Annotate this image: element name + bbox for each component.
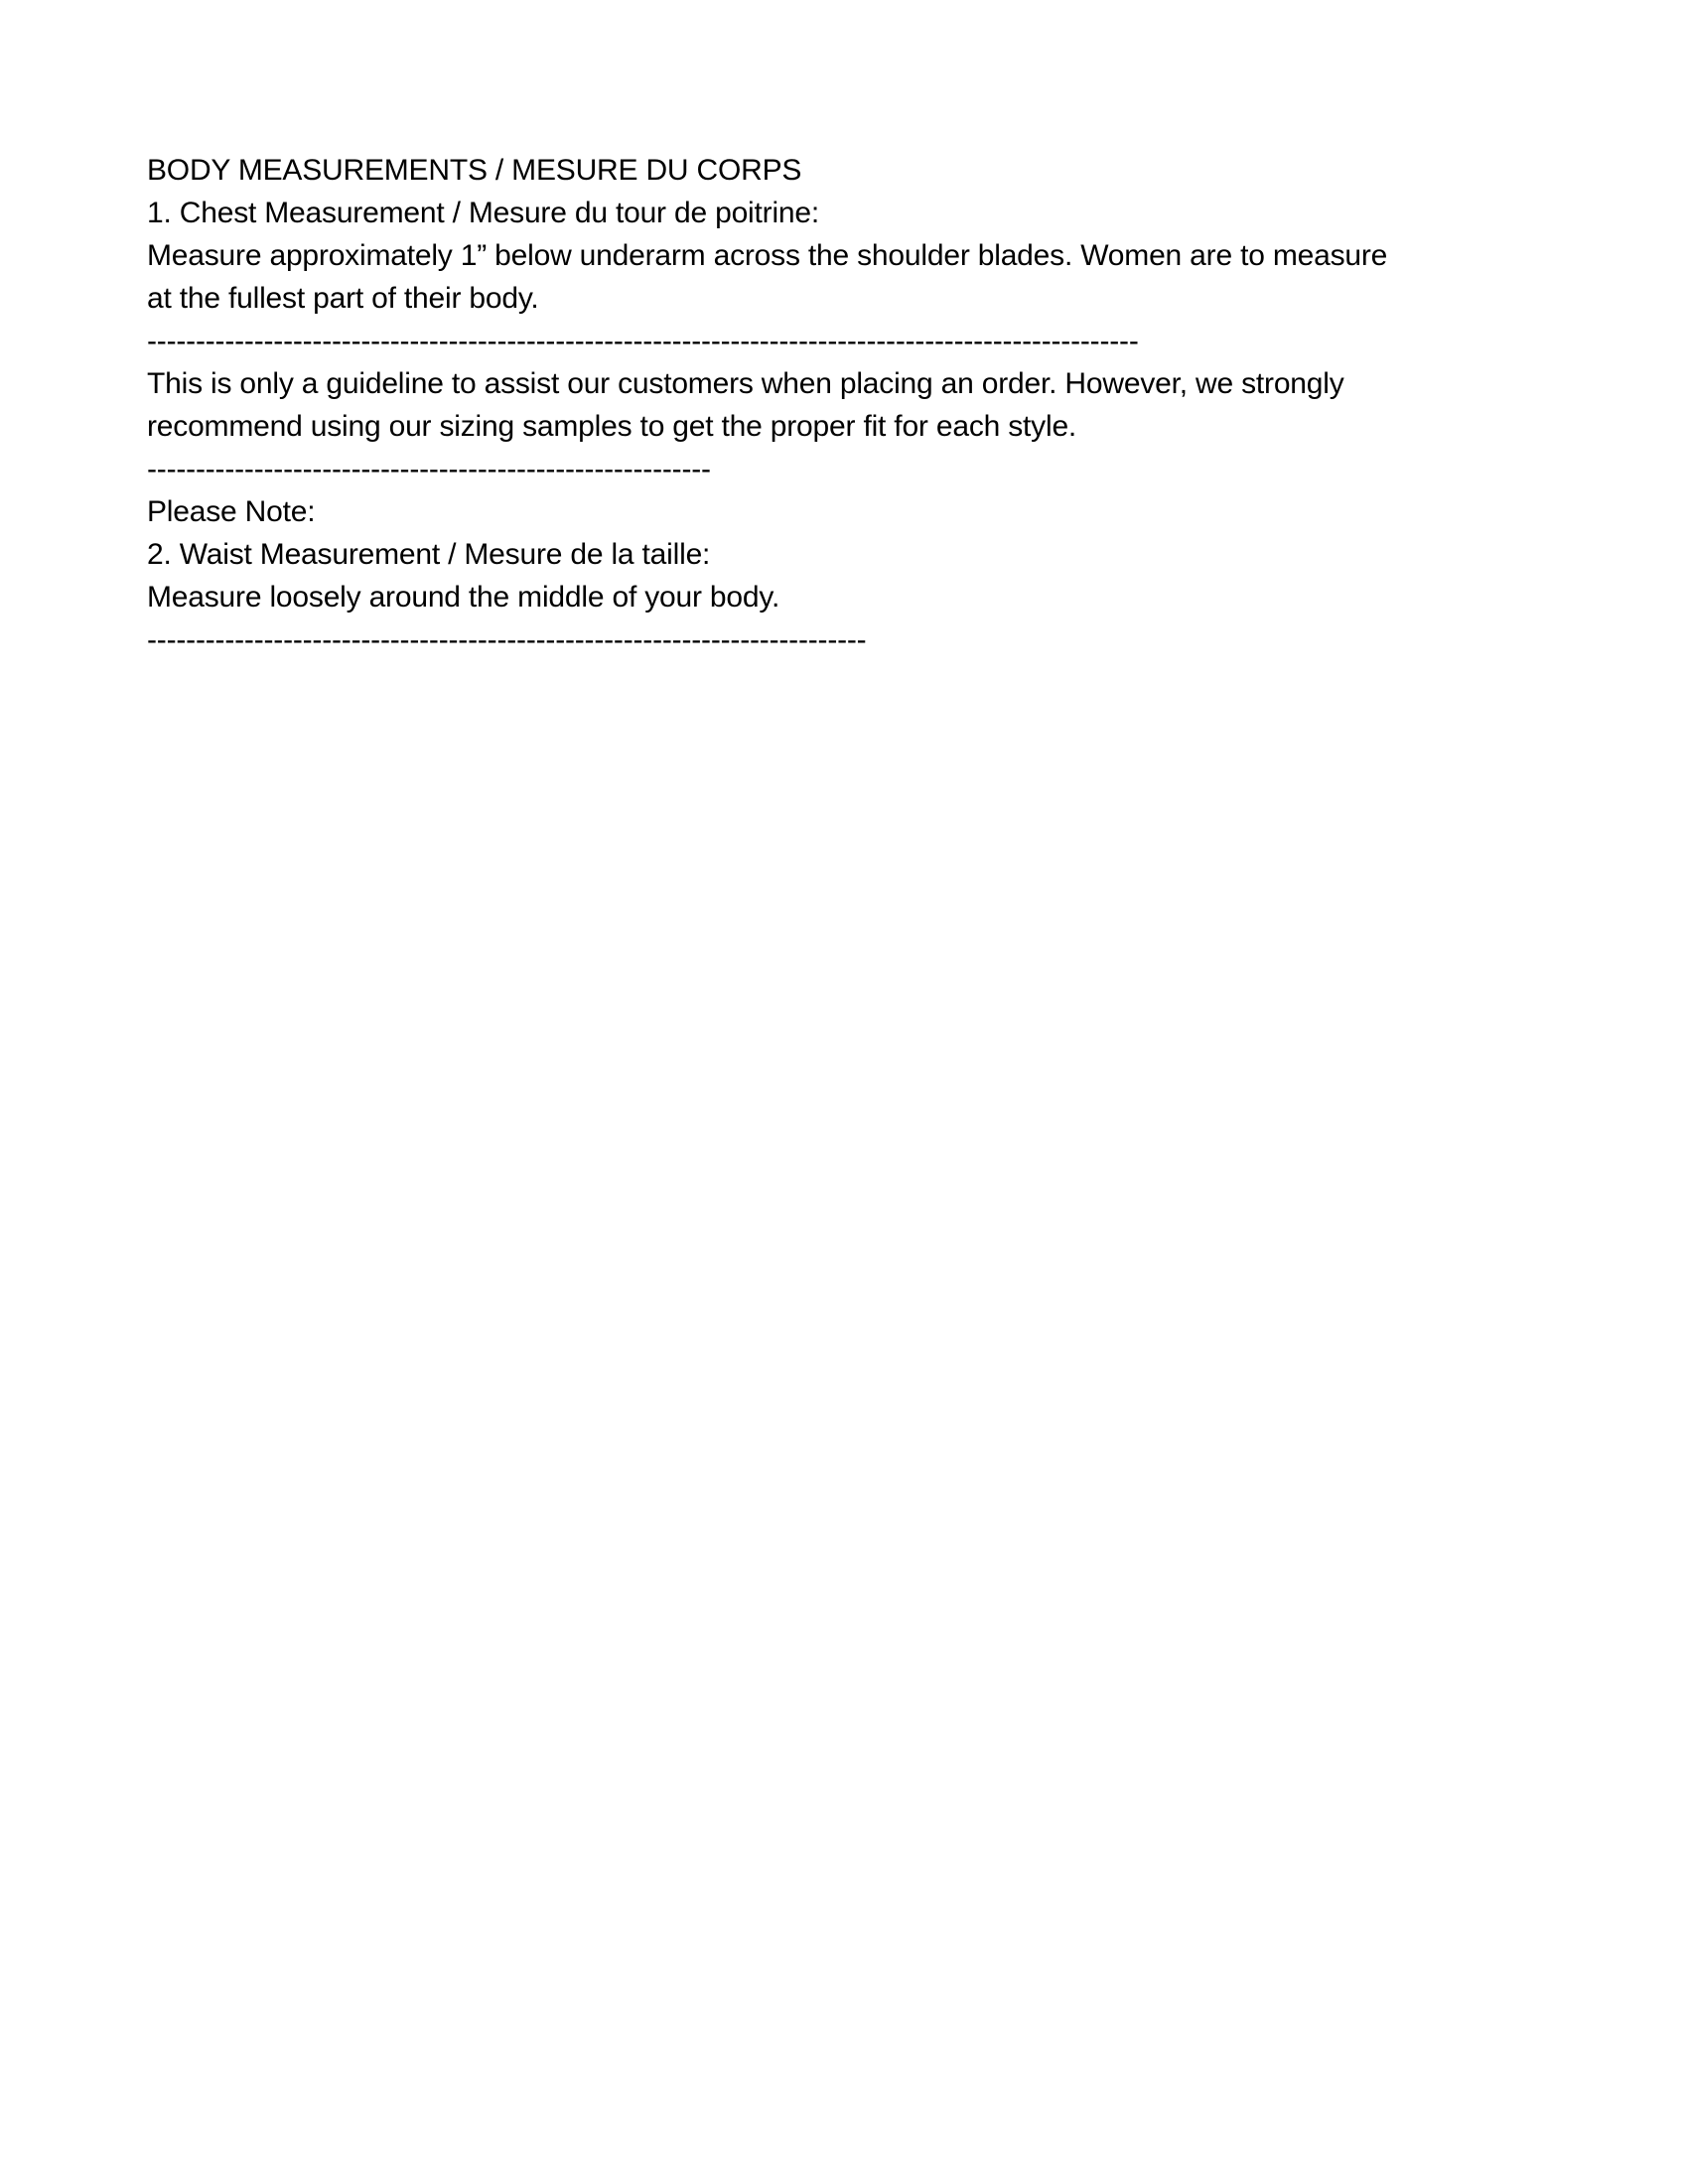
chest-measurement-heading: 1. Chest Measurement / Mesure du tour de poitrine: (147, 197, 820, 229)
divider-dashes-long: ------------------------------------------------------------------------------------------------------ (147, 325, 1139, 357)
please-note-label: Please Note: (147, 495, 316, 528)
waist-measurement-heading: 2. Waist Measurement / Mesure de la taille: (147, 538, 711, 571)
guideline-note-line-2: recommend using our sizing samples to get the proper fit for each style. (147, 410, 1077, 443)
waist-measurement-instructions: Measure loosely around the middle of your body. (147, 581, 780, 614)
document-text-block (147, 149, 1388, 661)
guideline-note-line-1: This is only a guideline to assist our customers when placing an order. However, we strongly (147, 367, 1344, 400)
divider-dashes-short: ---------------------------------------------------------- (147, 453, 711, 485)
chest-measurement-instructions-line-2: at the fullest part of their body. (147, 282, 539, 315)
divider-dashes-medium: -------------------------------------------------------------------------- (147, 623, 867, 656)
document-heading: BODY MEASUREMENTS / MESURE DU CORPS (147, 154, 802, 187)
chest-measurement-instructions-line-1: Measure approximately 1” below underarm across the shoulder blades. Women are to measure (147, 239, 1388, 272)
